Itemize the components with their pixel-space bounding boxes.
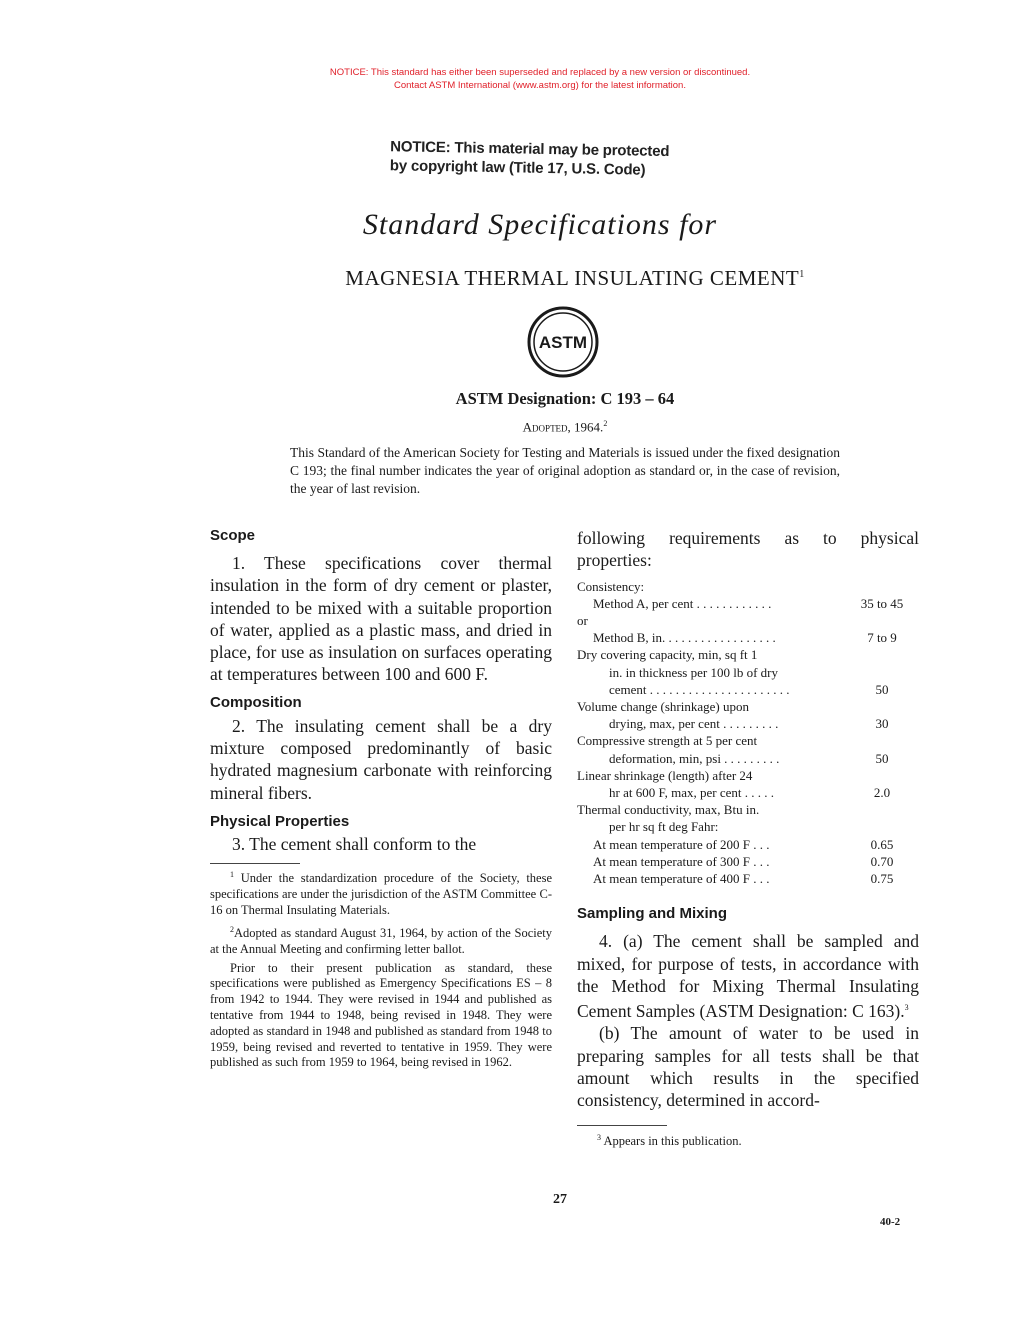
property-value — [847, 698, 917, 715]
property-label: Thermal conductivity, max, Btu in. — [577, 802, 760, 818]
property-row — [577, 732, 917, 749]
property-value: 50 — [875, 750, 889, 766]
property-row — [577, 784, 917, 801]
copyright-stamp — [390, 137, 711, 181]
properties-table — [577, 578, 917, 888]
property-label: At mean temperature of 400 F . . . — [593, 871, 770, 887]
property-value: 35 to 45 — [860, 595, 904, 611]
property-row — [577, 818, 917, 835]
property-label: Dry covering capacity, min, sq ft 1 — [577, 647, 758, 663]
property-row — [577, 681, 917, 698]
page-number: 27 — [553, 1192, 567, 1207]
supersede-notice — [0, 66, 1015, 92]
physical-properties-text: 3. The cement shall conform to the — [232, 833, 477, 854]
property-label: per hr sq ft deg Fahr: — [609, 819, 719, 835]
physical-properties-heading: Physical Properties — [210, 812, 350, 830]
property-row — [577, 629, 917, 646]
property-row — [577, 595, 917, 612]
property-value — [847, 767, 917, 784]
property-value: 2.0 — [873, 785, 891, 801]
property-label: deformation, min, psi . . . . . . . . . — [609, 750, 780, 766]
property-value — [847, 646, 917, 663]
title-main-text: MAGNESIA THERMAL INSULATING CEMENT — [345, 266, 800, 290]
property-label: or — [577, 613, 588, 628]
sampling-text-b: (b) The amount of water to be used in preparing samples for all tests shall be that amount which results in the specified consistency, determined in accord- — [577, 1023, 919, 1111]
property-row — [577, 578, 917, 595]
sampling-heading: Sampling and Mixing — [577, 905, 728, 923]
property-row — [577, 870, 917, 887]
property-value — [847, 801, 917, 818]
property-label: hr at 600 F, max, per cent . . . . . — [609, 785, 775, 801]
property-value: 50 — [875, 681, 889, 697]
supersede-notice-line1: NOTICE: This standard has either been superseded and replaced by a new version or discontinued. — [329, 67, 751, 78]
copyright-stamp-line2: by copyright law (Title 17, U.S. Code) — [389, 157, 646, 179]
property-value — [847, 664, 917, 681]
property-value — [847, 818, 917, 835]
intro-paragraph: This Standard of the American Society for Testing and Materials is issued under the fixed designation C 193; the final number indicates the year of original adoption as standard or, in the case of revision, the year of last revision. — [290, 445, 840, 496]
property-row — [577, 750, 917, 767]
sampling-text-a — [577, 930, 919, 1022]
footnote-3 — [577, 1130, 919, 1150]
property-label: Method A, per cent . . . . . . . . . . . . — [593, 595, 772, 611]
footnote-1-mark: 1 — [230, 870, 234, 880]
property-label: Compressive strength at 5 per cent — [577, 733, 758, 749]
property-row — [577, 801, 917, 818]
supersede-notice-line2: Contact ASTM International (www.astm.org) for the latest information. — [394, 80, 686, 91]
astm-logo — [527, 306, 599, 378]
property-row — [577, 767, 917, 784]
footnote-rule-right — [577, 1125, 667, 1126]
property-value — [847, 612, 917, 629]
property-value: 30 — [875, 716, 889, 732]
physical-properties-text-continued: following requirements as to physical properties: — [577, 528, 919, 571]
property-row — [577, 612, 917, 629]
property-row — [577, 646, 917, 663]
composition-text: 2. The insulating cement shall be a dry mixture composed predominantly of basic hydrated magnesium carbonate with reinforcing mineral fibers. — [210, 715, 552, 803]
property-label: At mean temperature of 300 F . . . — [593, 853, 770, 869]
astm-logo-text: ASTM — [538, 333, 588, 352]
scope-heading: Scope — [210, 527, 256, 544]
property-row — [577, 715, 917, 732]
title-footnote-mark: 1 — [799, 269, 805, 280]
property-row — [577, 664, 917, 681]
property-label: Consistency: — [577, 578, 645, 594]
property-row — [577, 836, 917, 853]
sampling-footnote-mark: 3 — [904, 1003, 909, 1013]
right-column — [577, 527, 919, 1150]
footnote-1-text: Under the standardization procedure of the Society, these specifications are under the jurisdiction of the ASTM Committee C-16 on Thermal Insulating Materials. — [210, 871, 552, 918]
footnote-2 — [210, 922, 552, 958]
adopted-footnote-mark: 2 — [603, 419, 608, 428]
property-label: Method B, in. . . . . . . . . . . . . . . . . . — [593, 630, 776, 646]
adopted-line — [0, 419, 1015, 435]
scope-text: 1. These specifications cover thermal insulation in the form of dry cement or plaster, intended to be mixed with a suitable proportion of water, applied as a plastic mass, and dried in place, for use as insulation on surfaces operating at temperatures between 100 and 600 F. — [210, 553, 552, 685]
page-code: 40-2 — [880, 1216, 901, 1228]
property-label: cement . . . . . . . . . . . . . . . . . . . . . . — [609, 681, 790, 697]
property-value — [847, 578, 917, 595]
footnote-2-mark: 2 — [230, 924, 234, 934]
title-italic: Standard Specifications for — [362, 208, 718, 241]
property-value: 0.70 — [870, 853, 894, 869]
property-value: 0.75 — [870, 871, 894, 887]
footnote-3-text: Appears in this publication. — [603, 1134, 742, 1149]
footnote-1 — [210, 867, 552, 919]
property-label: Linear shrinkage (length) after 24 — [577, 767, 753, 783]
designation: ASTM Designation: C 193 – 64 — [455, 389, 675, 408]
left-column — [210, 527, 552, 1071]
property-value: 0.65 — [870, 836, 894, 852]
footnote-2-continued: Prior to their present publication as standard, these specifications were published as Emergency Specifications ES – 8 from 1942 to 1944. They were revised in 1944 and published as tentative from 1944 to 1948, being revised in 1948. They were adopted as standard in 1948 and published as standard from 1948 to 1959, being revised and reverted to tentative in 1959. They were published as such from 1959 to 1964, being revised in 1962. — [210, 960, 552, 1070]
title-main — [0, 266, 1015, 291]
property-label: in. in thickness per 100 lb of dry — [609, 664, 778, 680]
footnote-2-text: Adopted as standard August 31, 1964, by action of the Society at the Annual Meeting and confirming letter ballot. — [210, 925, 552, 956]
sampling-text-a-body: 4. (a) The cement shall be sampled and mixed, for purpose of tests, in accordance with the Method for Mixing Thermal Insulating Cement Samples (ASTM Designation: C 163). — [577, 931, 919, 1021]
footnote-rule — [210, 863, 300, 864]
adopted-text: Adopted, 1964. — [522, 419, 604, 435]
property-label: Volume change (shrinkage) upon — [577, 699, 749, 715]
property-row — [577, 698, 917, 715]
property-row — [577, 853, 917, 870]
copyright-stamp-line1: NOTICE: This material may be protected — [390, 138, 670, 161]
property-value: 7 to 9 — [867, 630, 897, 646]
footnote-3-mark: 3 — [597, 1133, 601, 1143]
property-value — [847, 732, 917, 749]
property-label: drying, max, per cent . . . . . . . . . — [609, 716, 779, 732]
composition-heading: Composition — [210, 693, 302, 711]
property-label: At mean temperature of 200 F . . . — [593, 836, 770, 852]
